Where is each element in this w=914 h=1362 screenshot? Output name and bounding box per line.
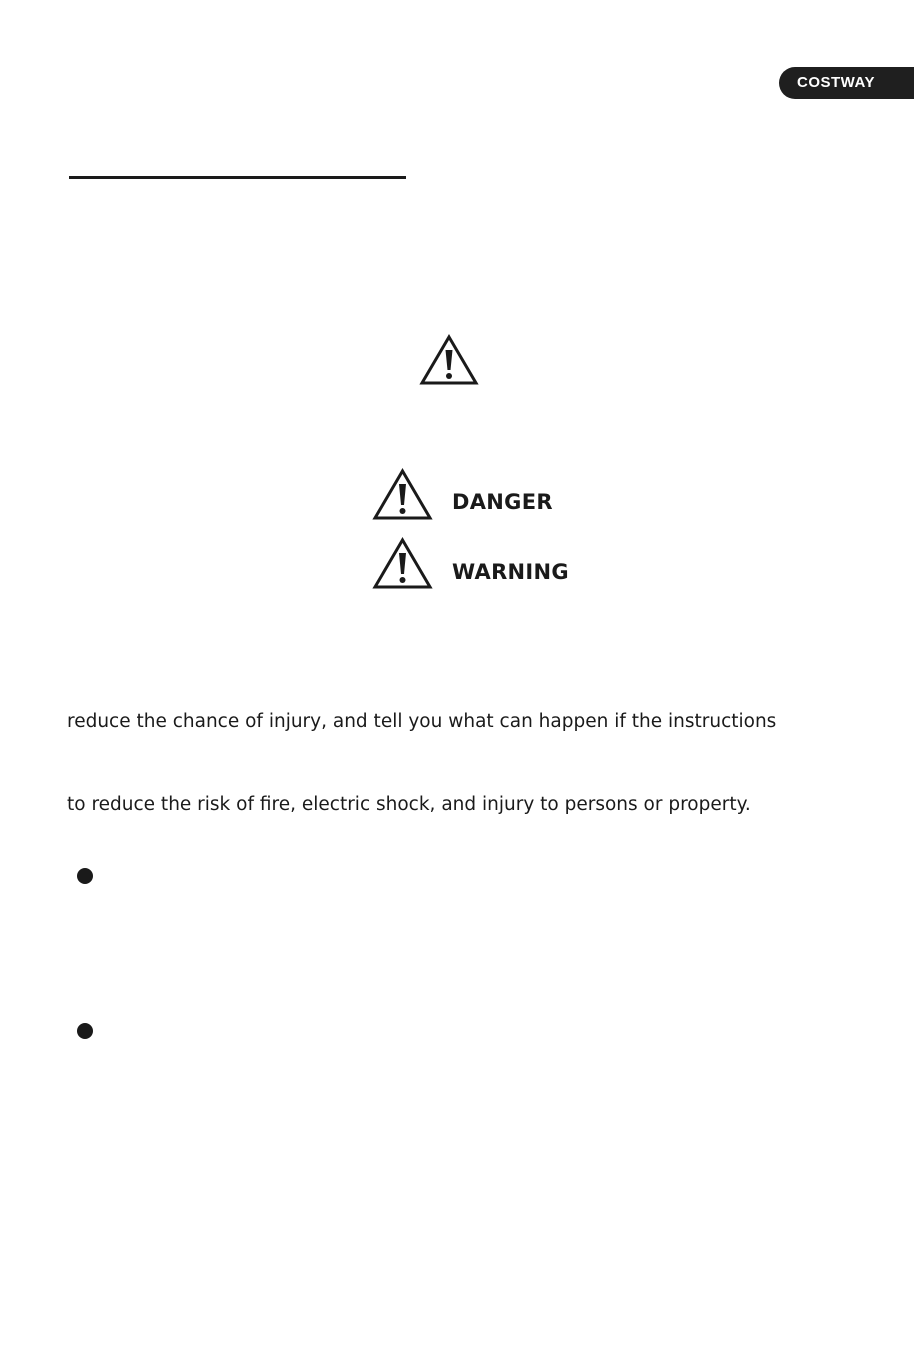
bullet-dot-icon [77,868,93,884]
body-text-line: to reduce the risk of fire, electric shock, and injury to persons or property. [67,794,751,815]
danger-warning-triangle-icon [372,468,433,521]
danger-label: DANGER [452,490,553,514]
body-text-line: reduce the chance of injury, and tell you what can happen if the instructions [67,711,777,732]
warning-label: WARNING [452,560,569,584]
warning-triangle-icon [419,334,479,386]
brand-logo-tab: COSTWAY [779,67,914,99]
warning-warning-triangle-icon [372,537,433,590]
title-underline [69,176,406,179]
bullet-dot-icon [77,1023,93,1039]
